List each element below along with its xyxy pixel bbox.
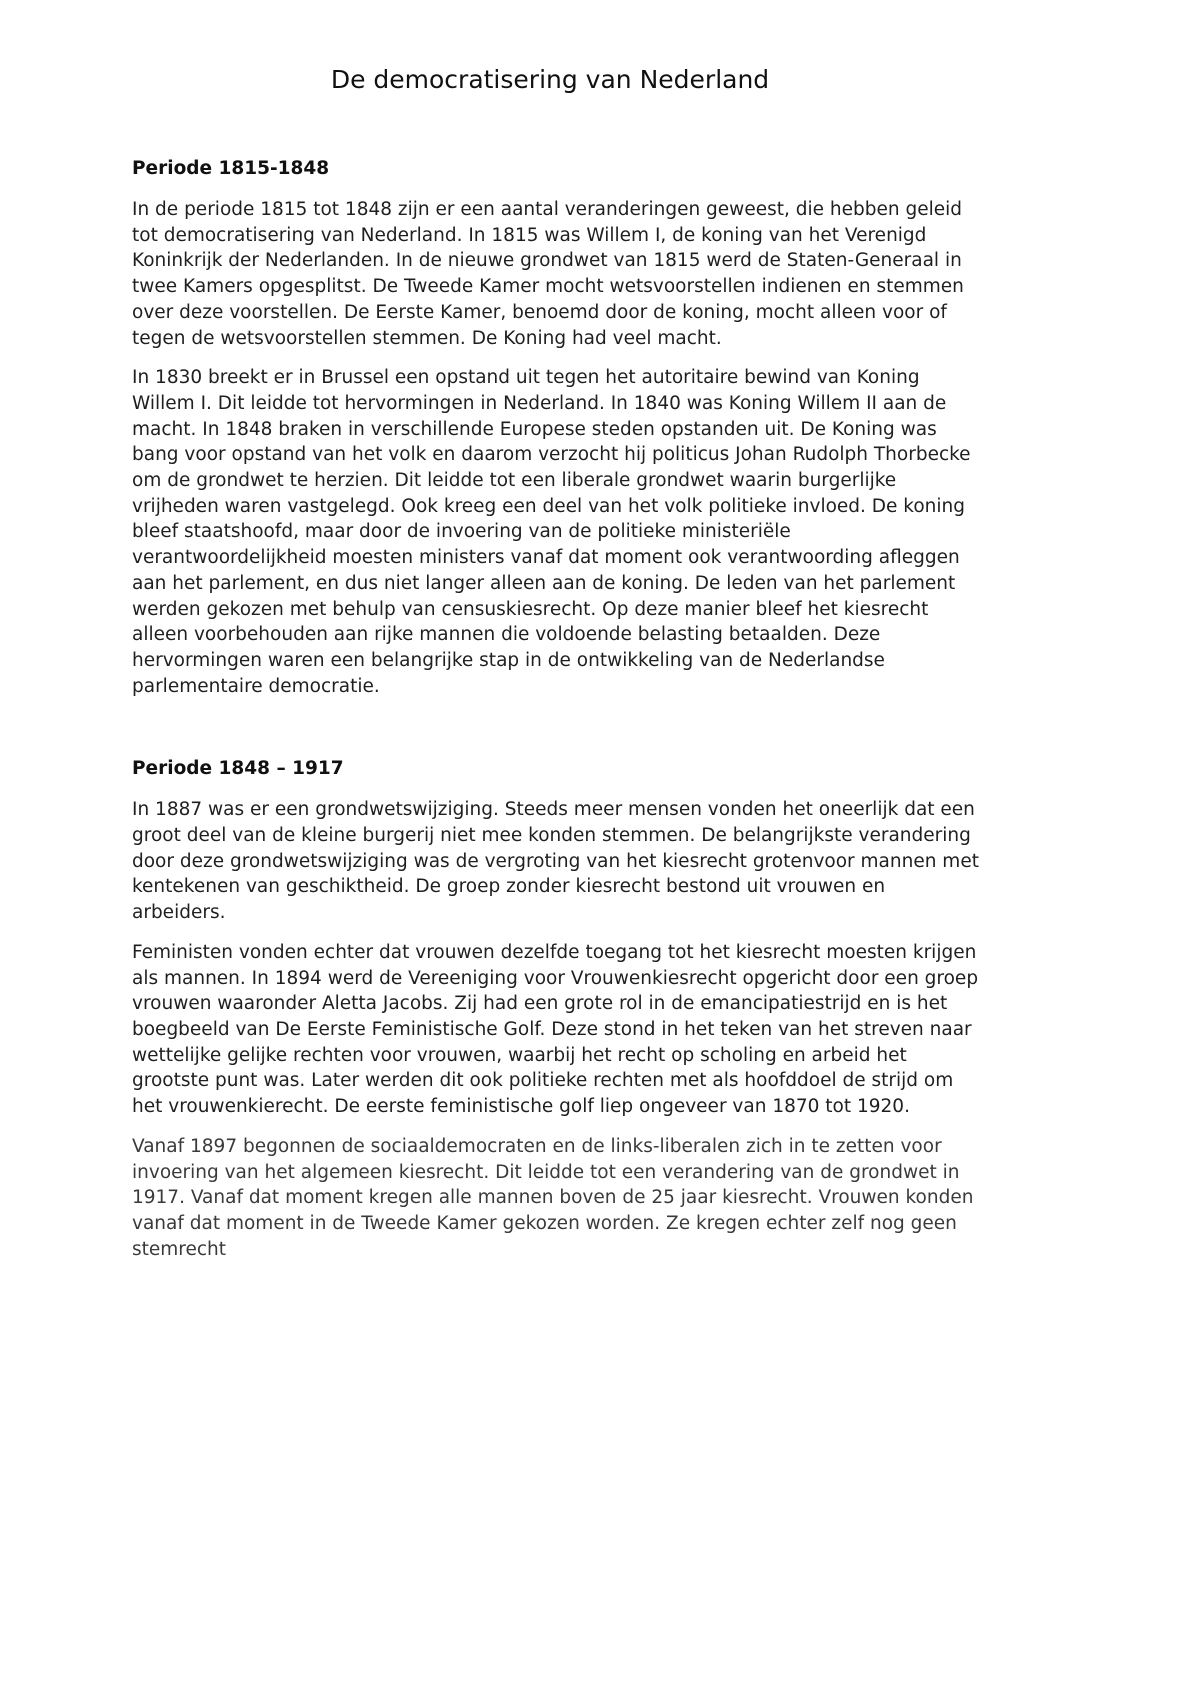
section-1815-1848 — [132, 155, 982, 699]
paragraph: Vanaf 1897 begonnen de sociaaldemocraten en de links-liberalen zich in te zetten voor invoering van het algemeen kiesrecht. Dit leidde tot een verandering van de grondwet in 1917. Vanaf dat moment kregen alle mannen boven de 25 jaar kiesrecht. Vrouwen konden vanaf dat moment in de Tweede Kamer gekozen worden. Ze kregen echter zelf nog geen stemrecht — [132, 1135, 974, 1260]
paragraph: In de periode 1815 tot 1848 zijn er een aantal veranderingen geweest, die hebben geleid tot democratisering van Nederland. In 1815 was Willem I, de koning van het Verenigd Koninkrijk der Nederlanden. In de nieuwe grondwet van 1815 werd de Staten-Generaal in twee Kamers opgesplitst. De Tweede Kamer mocht wetsvoorstellen indienen en stemmen over deze voorstellen. De Eerste Kamer, benoemd door de koning, mocht alleen voor of tegen de wetsvoorstellen stemmen. De Koning had veel macht. — [132, 199, 964, 349]
section-heading: Periode 1815-1848 — [132, 158, 330, 179]
section-1848-1917 — [132, 755, 982, 1262]
document-body — [132, 155, 982, 1276]
document-title: De democratisering van Nederland — [330, 65, 770, 94]
paragraph: In 1887 was er een grondwetswijziging. Steeds meer mensen vonden het oneerlijk dat een groot deel van de kleine burgerij niet mee konden stemmen. De belangrijkste verandering door deze grondwetswijziging was de vergroting van het kiesrecht grotenvoor mannen met kentekenen van geschiktheid. De groep zonder kiesrecht bestond uit vrouwen en arbeiders. — [132, 799, 979, 924]
section-heading: Periode 1848 – 1917 — [132, 758, 344, 780]
paragraph: In 1830 breekt er in Brussel een opstand uit tegen het autoritaire bewind van Koning Willem I. Dit leidde tot hervormingen in Nederland. In 1840 was Koning Willem II aan de macht. In 1848 braken in verschillende Europese steden opstanden uit. De Koning was bang voor opstand van het volk en daarom verzocht hij politicus Johan Rudolph Thorbecke om de grondwet te herzien. Dit leidde tot een liberale grondwet waarin burgerlijke vrijheden waren vastgelegd. Ook kreeg een deel van het volk politieke invloed. De koning bleef staatshoofd, maar door de invoering van de politieke ministeriële verantwoordelijkheid moesten ministers vanaf dat moment ook verantwoording afleggen aan het parlement, en dus niet langer alleen aan de koning. De leden van het parlement werden gekozen met behulp van censuskiesrecht. Op deze manier bleef het kiesrecht alleen voorbehouden aan rijke mannen die voldoende belasting betaalden. Deze hervormingen waren een belangrijke stap in de ontwikkeling van de Nederlandse parlementaire democratie. — [132, 367, 971, 697]
paragraph: Feministen vonden echter dat vrouwen dezelfde toegang tot het kiesrecht moesten krijgen als mannen. In 1894 werd de Vereeniging voor Vrouwenkiesrecht opgericht door een groep vrouwen waaronder Aletta Jacobs. Zij had een grote rol in de emancipatiestrijd en is het boegbeeld van De Eerste Feministische Golf. Deze stond in het teken van het streven naar wettelijke gelijke rechten voor vrouwen, waarbij het recht op scholing en arbeid het grootste punt was. Later werden dit ook politieke rechten met als hoofddoel de strijd om het vrouwenkierecht. De eerste feministische golf liep ongeveer van 1870 tot 1920. — [132, 941, 979, 1118]
